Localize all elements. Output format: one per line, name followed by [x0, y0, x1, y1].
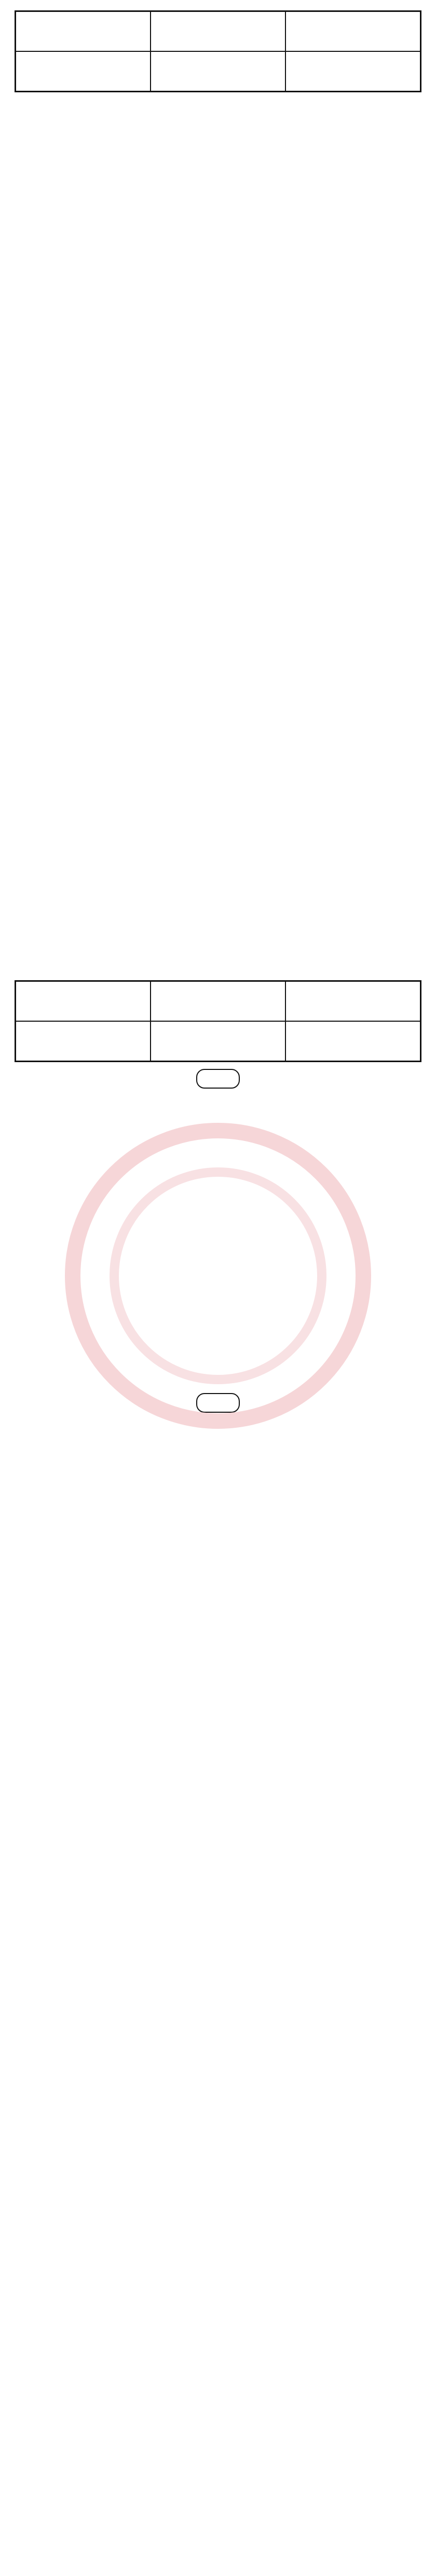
board-label-2 [151, 982, 286, 1021]
subjective-header [15, 980, 421, 1062]
subject-label [286, 12, 420, 51]
part-one-title [0, 1071, 436, 1087]
total-marks-label [16, 52, 151, 91]
watermark-logo [57, 1115, 379, 1437]
time-label [286, 52, 420, 91]
total-marks-label-2 [16, 1022, 151, 1061]
paper-type-label [151, 52, 286, 91]
time-label-2 [286, 1022, 420, 1061]
board-label [151, 12, 286, 51]
subject-label-2 [286, 982, 420, 1021]
objective-header [15, 10, 421, 92]
paper-type-label-2 [151, 1022, 286, 1061]
group-label-2 [16, 982, 151, 1021]
group-label [16, 12, 151, 51]
